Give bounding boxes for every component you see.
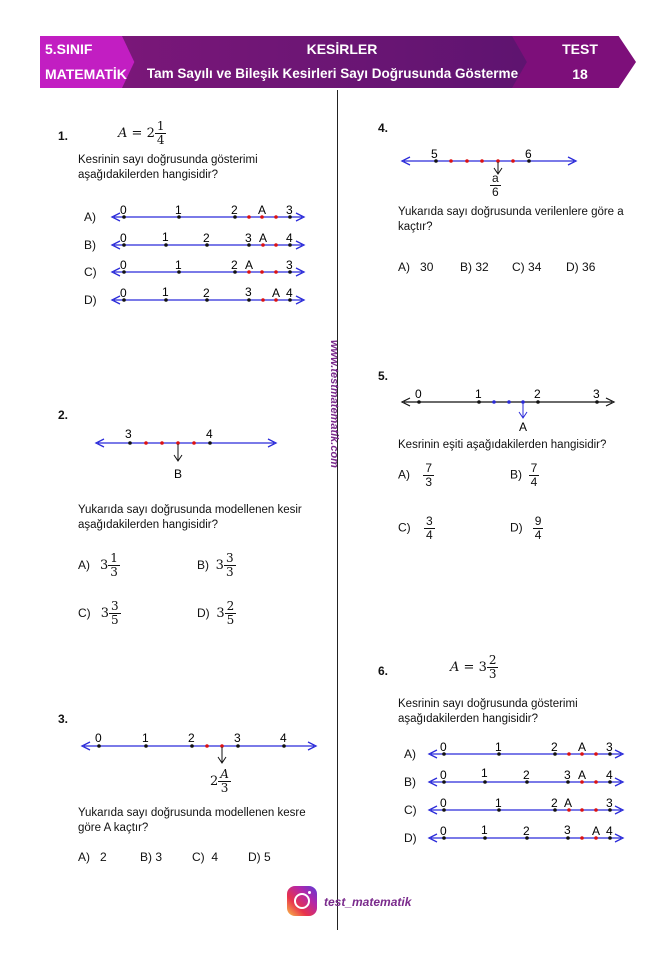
q6-number: 6. (378, 664, 389, 678)
q1-option-a-letter[interactable]: A) (84, 210, 96, 224)
website-watermark: www.testmatematik.com (328, 340, 340, 468)
q5-option-d[interactable]: D) $\frac{9}{4}$ (510, 514, 542, 542)
instagram-icon[interactable] (287, 886, 317, 916)
header-grade: 5.SINIF (45, 41, 93, 57)
q2-tick-label: 4 (206, 427, 213, 441)
q1b-tick-label: 3 (245, 231, 252, 245)
q3-tick-label: 3 (234, 731, 241, 745)
q1d-tick-label: 4 (286, 286, 293, 300)
q5-point-label: A (519, 420, 528, 434)
q6a-tick-label: 3 (606, 740, 613, 754)
q1b-point-label: A (259, 231, 268, 245)
q6b-tick-label: 4 (606, 768, 613, 782)
q2-option-a[interactable]: A) 3 $\frac{1}{3}$ (78, 551, 118, 579)
q6c-tick-label: 0 (440, 796, 447, 810)
q6c-tick-label: 3 (606, 796, 613, 810)
header-subtitle: Tam Sayılı ve Bileşik Kesirleri Sayı Doğrusunda Gösterme (146, 66, 519, 81)
q1a-point-label: A (258, 203, 267, 217)
q1d-tick-label: 2 (203, 286, 210, 300)
q1d-tick-label: 0 (120, 286, 127, 300)
q1d-tick-label: 3 (245, 285, 252, 299)
q3-option-d[interactable]: D) 5 (248, 850, 271, 864)
q1b-tick-label: 2 (203, 231, 210, 245)
q6b-tick-label: 2 (523, 768, 530, 782)
q4-arrow-value: $\frac{a}{6}$ (492, 171, 499, 199)
q6b-point-label: A (578, 768, 587, 782)
q6c-tick-label: 1 (495, 796, 502, 810)
q1c-tick-label: 2 (231, 258, 238, 272)
q2-number: 2. (58, 408, 69, 422)
q6a-tick-label: 2 (551, 740, 558, 754)
q1b-tick-label: 1 (162, 230, 169, 244)
q6c-point-label: A (564, 796, 573, 810)
q1c-tick-label: 1 (175, 258, 182, 272)
q1-option-b-letter[interactable]: B) (84, 238, 96, 252)
header-topic: KESİRLER (306, 41, 378, 57)
q6d-tick-label: 0 (440, 824, 447, 838)
q3-arrow-value: 2 $\frac{A}{3}$ (210, 767, 229, 795)
q4-tick-label: 5 (431, 147, 438, 161)
q6d-point-label: A (592, 824, 601, 838)
q1-given: A = 2 $\frac{1}{4}$ (118, 119, 165, 147)
q6a-tick-label: 1 (495, 740, 502, 754)
q6-option-c-letter[interactable]: C) (404, 803, 417, 817)
header-test-label: TEST (562, 41, 598, 57)
q2-text: Yukarıda sayı doğrusunda modellenen kesir aşağıdakilerden hangisidir? (78, 504, 302, 531)
q3-option-b[interactable]: B) 3 (140, 850, 163, 864)
q5-number: 5. (378, 369, 389, 383)
q1-text: Kesrinin sayı doğrusunda gösterimi aşağıdakilerden hangisidir? (78, 154, 258, 181)
q6-option-d-letter[interactable]: D) (404, 831, 417, 845)
q6-line-a[interactable] (429, 740, 623, 758)
q2-option-c[interactable]: C) 3 $\frac{3}{5}$ (78, 599, 119, 627)
q6-text: Kesrinin sayı doğrusunda gösterimi aşağıdakilerden hangisidir? (398, 698, 578, 725)
q2-tick-label: 3 (125, 427, 132, 441)
q1-option-c-letter[interactable]: C) (84, 265, 97, 279)
q3-tick-label: 0 (95, 731, 102, 745)
q6-given: A = 3 $\frac{2}{3}$ (450, 653, 497, 681)
q5-tick-label: 0 (415, 387, 422, 401)
q6d-tick-label: 1 (481, 823, 488, 837)
q1a-tick-label: 3 (286, 203, 293, 217)
q3-tick-label: 4 (280, 731, 287, 745)
header-test-number: 18 (572, 66, 588, 82)
q3-tick-label: 1 (142, 731, 149, 745)
q6a-tick-label: 0 (440, 740, 447, 754)
q1b-tick-label: 4 (286, 231, 293, 245)
q2-option-d[interactable]: D) 3 $\frac{2}{5}$ (197, 599, 235, 627)
q5-tick-label: 3 (593, 387, 600, 401)
q5-text: Kesrinin eşiti aşağıdakilerden hangisidir? (398, 439, 607, 451)
q6-option-a-letter[interactable]: A) (404, 747, 416, 761)
q6d-tick-label: 2 (523, 824, 530, 838)
q3-text: Yukarıda sayı doğrusunda modellenen kesre göre A kaçtır? (78, 807, 306, 834)
q1b-tick-label: 0 (120, 231, 127, 245)
q3-option-c[interactable]: C) 4 (192, 850, 219, 864)
q4-option-b[interactable]: B) 32 (460, 260, 489, 274)
q1a-tick-label: 1 (175, 203, 182, 217)
q6d-tick-label: 3 (564, 823, 571, 837)
q3-option-a[interactable]: A) 2 (78, 850, 107, 864)
q1c-tick-label: 3 (286, 258, 293, 272)
q1-number: 1. (58, 129, 69, 143)
q3-number: 3. (58, 712, 69, 726)
q1c-point-label: A (245, 258, 254, 272)
q6b-tick-label: 0 (440, 768, 447, 782)
q6-line-c[interactable] (429, 796, 623, 814)
q1d-point-label: A (272, 286, 281, 300)
q4-number: 4. (378, 121, 389, 135)
q6-line-b[interactable] (429, 766, 623, 786)
q6-option-b-letter[interactable]: B) (404, 775, 416, 789)
q1a-tick-label: 2 (231, 203, 238, 217)
q4-option-d[interactable]: D) 36 (566, 260, 596, 274)
q4-option-c[interactable]: C) 34 (512, 260, 542, 274)
q5-option-b[interactable]: B) $\frac{7}{4}$ (510, 461, 538, 489)
q1-option-d-letter[interactable]: D) (84, 293, 97, 307)
q1a-tick-label: 0 (120, 203, 127, 217)
q6c-tick-label: 2 (551, 796, 558, 810)
q6-line-d[interactable] (429, 823, 623, 842)
q2-point-label: B (174, 467, 183, 481)
q5-tick-label: 2 (534, 387, 541, 401)
q5-option-c[interactable]: C) $\frac{3}{4}$ (398, 514, 433, 542)
q6b-tick-label: 3 (564, 768, 571, 782)
q4-text: Yukarıda sayı doğrusunda verilenlere göre a kaçtır? (398, 206, 624, 233)
q5-tick-label: 1 (475, 387, 482, 401)
header-subject: MATEMATİK (45, 66, 127, 82)
q2-option-b[interactable]: B) 3 $\frac{3}{3}$ (197, 551, 234, 579)
q3-tick-label: 2 (188, 731, 195, 745)
q4-tick-label: 6 (525, 147, 532, 161)
q6a-point-label: A (578, 740, 587, 754)
instagram-handle[interactable]: test_matematik (324, 895, 412, 909)
q6b-tick-label: 1 (481, 766, 488, 780)
q6d-tick-label: 4 (606, 824, 613, 838)
q5-option-a[interactable]: A) $\frac{7}{3}$ (398, 461, 433, 489)
q4-option-a[interactable]: A) 30 (398, 260, 434, 274)
q1c-tick-label: 0 (120, 258, 127, 272)
q1d-tick-label: 1 (162, 285, 169, 299)
